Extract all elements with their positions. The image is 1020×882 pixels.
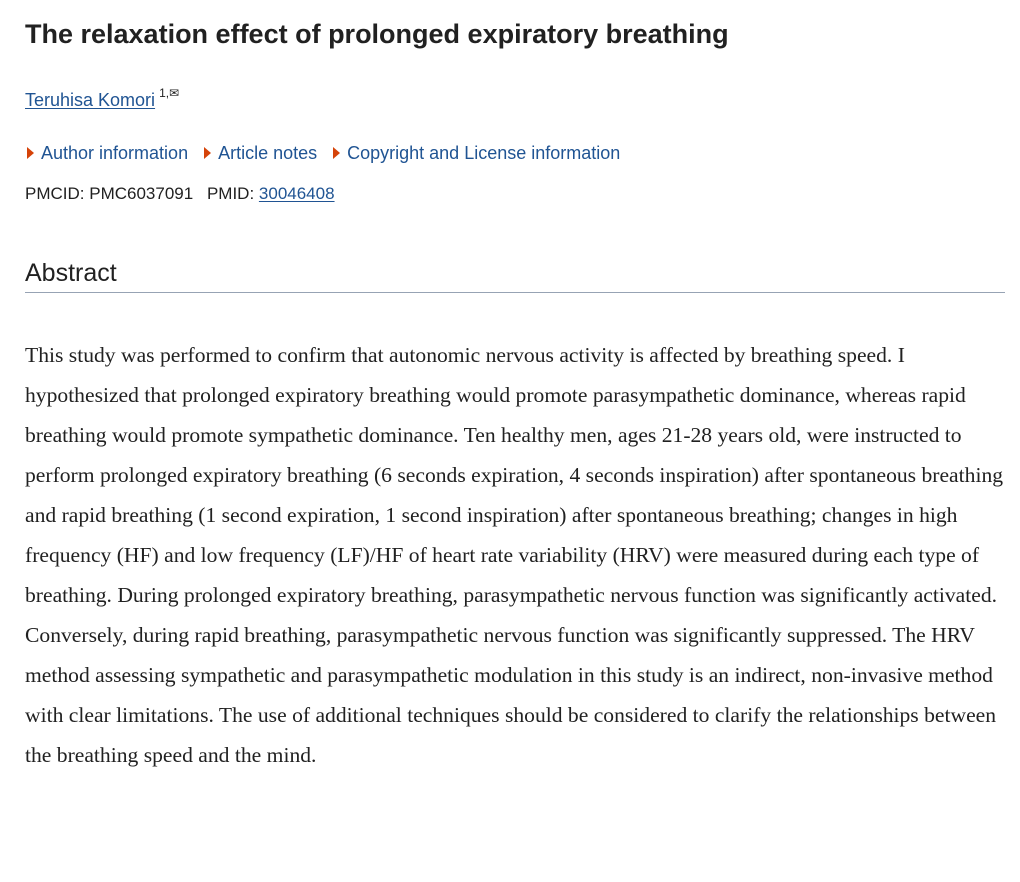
affiliation-number[interactable]: 1, xyxy=(159,86,170,100)
author-list xyxy=(25,79,179,114)
abstract-text: This study was performed to confirm that autonomic nervous activity is affected by breathing speed. I hypothesized that prolonged expiratory breathing would promote parasympathetic dominance, whereas rapid breathing would promote sympathetic dominance. Ten healthy men, ages 21-28 years old, were instructed to perform prolonged expiratory breathing (6 seconds expiration, 4 seconds inspiration) after spontaneous breathing and rapid breathing (1 second expiration, 1 second inspiration) after spontaneous breathing; changes in high frequency (HF) and low frequency (LF)/HF of heart rate variability (HRV) were measured during each type of breathing. During prolonged expiratory breathing, parasympathetic nervous function was significantly activated. Conversely, during rapid breathing, parasympathetic nervous function was significantly suppressed. The HRV method assessing sympathetic and parasympathetic modulation in this study is an indirect, non-invasive method with clear limitations. The use of additional techniques should be considered to clarify the relationships between the breathing speed and the mind. xyxy=(25,343,1004,767)
toggle-copyright-license[interactable] xyxy=(331,139,620,167)
section-divider xyxy=(25,292,1005,293)
envelope-icon[interactable]: ✉ xyxy=(169,86,180,100)
toggle-label[interactable]: Author information xyxy=(41,143,189,163)
abstract-heading: Abstract xyxy=(25,259,117,287)
pmcid-label: PMCID: xyxy=(25,184,85,203)
article-identifiers xyxy=(25,180,335,208)
toggle-label[interactable]: Copyright and License information xyxy=(347,143,621,163)
pmcid-value: PMC6037091 xyxy=(89,184,194,203)
caret-right-icon xyxy=(333,147,340,159)
author-affiliation-mark[interactable] xyxy=(159,86,179,100)
article-info-toggles xyxy=(25,139,620,167)
pmid-label: PMID: xyxy=(206,184,255,203)
article-title: The relaxation effect of prolonged expiratory breathing xyxy=(25,19,729,49)
toggle-article-notes[interactable] xyxy=(202,139,317,167)
caret-right-icon xyxy=(204,147,211,159)
author-link[interactable]: Teruhisa Komori xyxy=(25,90,156,110)
caret-right-icon xyxy=(27,147,34,159)
toggle-label[interactable]: Article notes xyxy=(218,143,318,163)
pmid-link[interactable]: 30046408 xyxy=(258,184,335,203)
toggle-author-information[interactable] xyxy=(25,139,188,167)
